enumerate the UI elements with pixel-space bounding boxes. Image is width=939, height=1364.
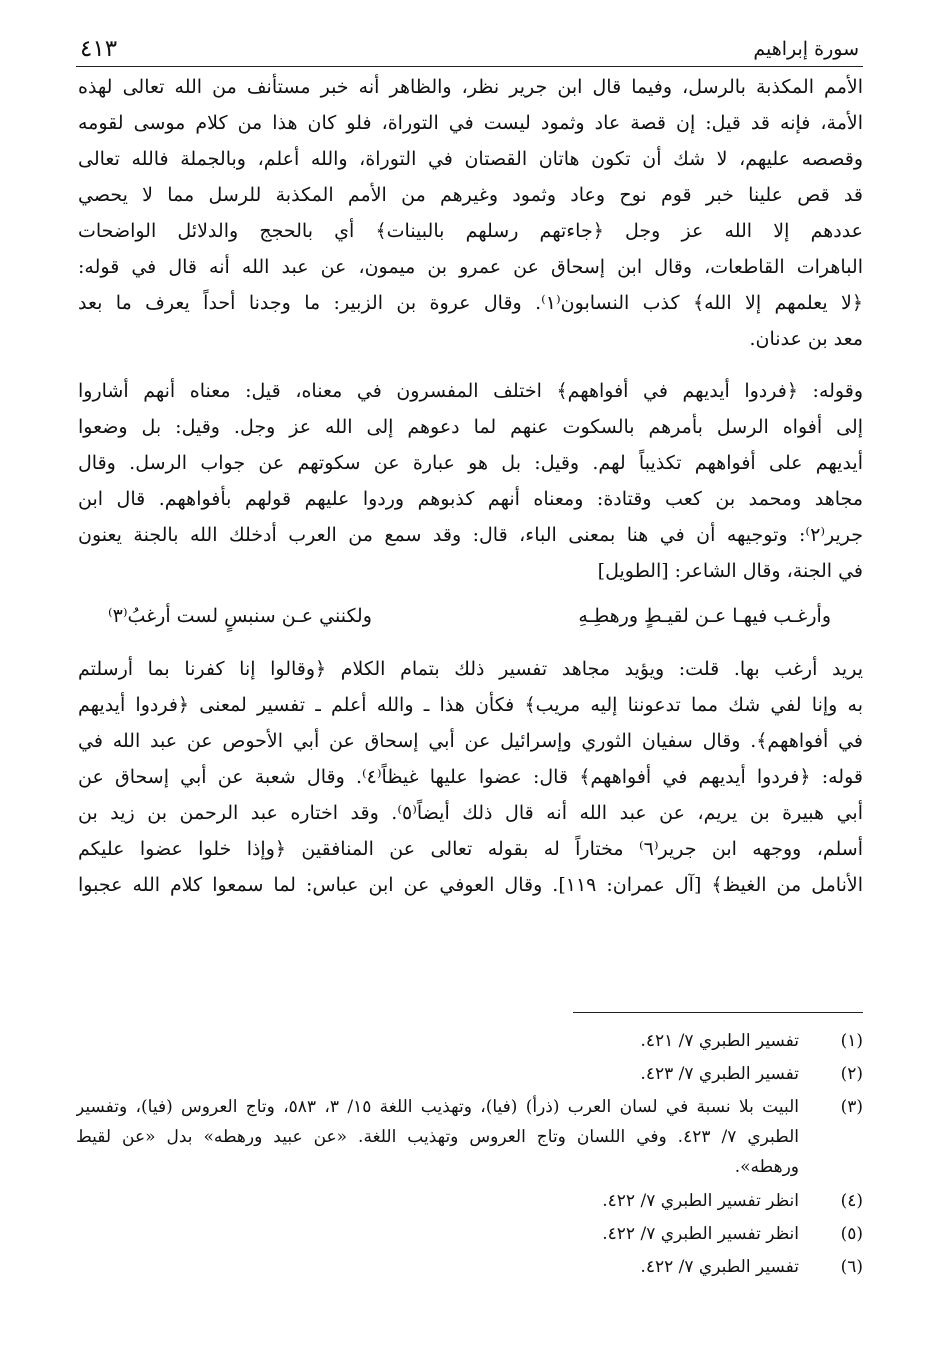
footnote-text: انظر تفسير الطبري ٧/ ٤٢٢. bbox=[602, 1191, 799, 1211]
text-line: معد بن عدنان. bbox=[749, 328, 863, 350]
text-line: قوله: ﴿فردوا أيديهم في أفواههم﴾ قال: عضوا عليها غيظاً⁽٤⁾. وقال شعبة عن أبي إسحاق عن bbox=[78, 766, 863, 788]
text-line: أسلم، ووجهه ابن جرير⁽٦⁾ مختاراً له بقوله تعالى عن المنافقين ﴿وإذا خلوا عضوا عليكم bbox=[78, 838, 863, 860]
footnote-number: (٢) bbox=[840, 1064, 863, 1084]
text-line: قد قص علينا خبر قوم نوح وعاد وثمود وغيرهم من الأمم المكذبة للرسل مما لا يحصي bbox=[78, 184, 863, 206]
text-line: وقوله: ﴿فردوا أيديهم في أفواههم﴾ اختلف المفسرون في معناه، قيل: معناه أنهم أشاروا bbox=[78, 380, 863, 402]
text-line: الأمة، فإنه قد قيل: إن قصة عاد وثمود ليست في التوراة، فلو كان هذا من كلام موسى لقومه bbox=[78, 112, 863, 134]
verse-first-hemistich: وأرغـب فيهـا عـن لقيـطٍ ورهطِـهِ bbox=[578, 605, 831, 627]
footnote-text: الطبري ٧/ ٤٢٣. وفي اللسان وتاج العروس وتهذيب اللغة. «عن عبيد ورهطه» بدل «عن لقيط bbox=[76, 1127, 799, 1147]
text-line: الباهرات القاطعات، وقال ابن إسحاق عن عمرو بن ميمون، عن عبد الله أنه قال في قوله: bbox=[78, 256, 863, 278]
page-header bbox=[76, 34, 863, 67]
paragraph-3 bbox=[78, 651, 863, 903]
text-line: إلى أفواه الرسل بأمرهم بالسكوت عنهم لما دعوهم إلى الله عز وجل. وقيل: بل وضعوا bbox=[78, 416, 863, 438]
text-line: مجاهد ومحمد بن كعب وقتادة: ومعناه أنهم كذبوهم وردوا عليهم قولهم بأفواههم. قال ابن bbox=[78, 488, 863, 510]
text-line: أبي هبيرة بن يريم، عن عبد الله أنه قال ذلك أيضاً⁽٥⁾. وقد اختاره عبد الرحمن بن زيد بن bbox=[78, 802, 863, 824]
text-line: في أفواههم﴾. وقال سفيان الثوري وإسرائيل عن أبي إسحاق عن أبي الأحوص عن عبد الله في bbox=[78, 730, 863, 752]
text-line: يريد أرغب بها. قلت: ويؤيد مجاهد تفسير ذلك بتمام الكلام ﴿وقالوا إنا كفرنا بما أرسلتم bbox=[78, 658, 863, 680]
footnote-text: تفسير الطبري ٧/ ٤٢٣. bbox=[640, 1064, 799, 1084]
footnote-1 bbox=[76, 1026, 863, 1059]
text-line: أيديهم على أفواههم تكذيباً لهم. وقيل: بل هو عبارة عن سكوتهم عن جواب الرسل. وقال bbox=[78, 452, 863, 474]
text-line: في الجنة، وقال الشاعر: [الطويل] bbox=[597, 560, 863, 582]
main-text bbox=[78, 69, 863, 903]
footnote-number: (٤) bbox=[840, 1191, 863, 1211]
paragraph-1 bbox=[78, 69, 863, 357]
verse-second-hemistich: ولكنني عـن سنبسٍ لست أرغبُ⁽٣⁾ bbox=[108, 605, 372, 627]
text-line: ﴿لا يعلمهم إلا الله﴾ كذب النسابون⁽١⁾. وقال عروة بن الزبير: ما وجدنا أحداً يعرف ما بعد bbox=[78, 292, 863, 314]
surah-title: سورة إبراهيم bbox=[753, 38, 859, 60]
footnote-5 bbox=[76, 1219, 863, 1252]
text-line: جرير⁽٢⁾: وتوجيهه أن في هنا بمعنى الباء، قال: وقد سمع من العرب أدخلك الله بالجنة يعنون bbox=[78, 524, 863, 546]
poetry-verse bbox=[78, 593, 863, 651]
footnote-number: (٥) bbox=[840, 1224, 863, 1244]
footnote-text: البيت بلا نسبة في لسان العرب (ذرأ) (فيا)، وتهذيب اللغة ١٥/ ٣، ٥٨٣، وتاج العروس (فيا)، وتفسير bbox=[76, 1097, 799, 1117]
text-line: وقصصه عليهم، لا شك أن تكون هاتان القصتان في التوراة، والله أعلم، وبالجملة فالله تعالى bbox=[78, 148, 863, 170]
footnote-text: تفسير الطبري ٧/ ٤٢٢. bbox=[640, 1257, 799, 1277]
footnote-number: (٣) bbox=[840, 1097, 863, 1117]
footnote-6 bbox=[76, 1252, 863, 1285]
footnote-number: (١) bbox=[840, 1031, 863, 1051]
footnote-2 bbox=[76, 1059, 863, 1092]
footnote-3 bbox=[76, 1092, 863, 1182]
text-line: به وإنا لفي شك مما تدعوننا إليه مريب﴾ فكأن هذا ـ والله أعلم ـ تفسير لمعنى ﴿فردوا أيديهم bbox=[78, 694, 863, 716]
text-line: الأمم المكذبة بالرسل، وفيما قال ابن جرير نظر، والظاهر أنه خبر مستأنف من الله تعالى لهذه bbox=[78, 76, 863, 98]
footnote-text: ورهطه». bbox=[734, 1157, 799, 1177]
footnote-divider bbox=[573, 1012, 863, 1013]
footnote-text: تفسير الطبري ٧/ ٤٢١. bbox=[640, 1031, 799, 1051]
text-line: عددهم إلا الله عز وجل ﴿جاءتهم رسلهم بالبينات﴾ أي بالحجج والدلائل الواضحات bbox=[78, 220, 863, 242]
text-line: الأنامل من الغيظ﴾ [آل عمران: ١١٩]. وقال العوفي عن ابن عباس: لما سمعوا كلام الله عجبوا bbox=[78, 874, 863, 896]
footnotes bbox=[76, 1026, 863, 1285]
paragraph-2 bbox=[78, 373, 863, 589]
page-number: ٤١٣ bbox=[80, 36, 118, 62]
footnote-4 bbox=[76, 1186, 863, 1219]
footnote-number: (٦) bbox=[840, 1257, 863, 1277]
footnote-text: انظر تفسير الطبري ٧/ ٤٢٢. bbox=[602, 1224, 799, 1244]
